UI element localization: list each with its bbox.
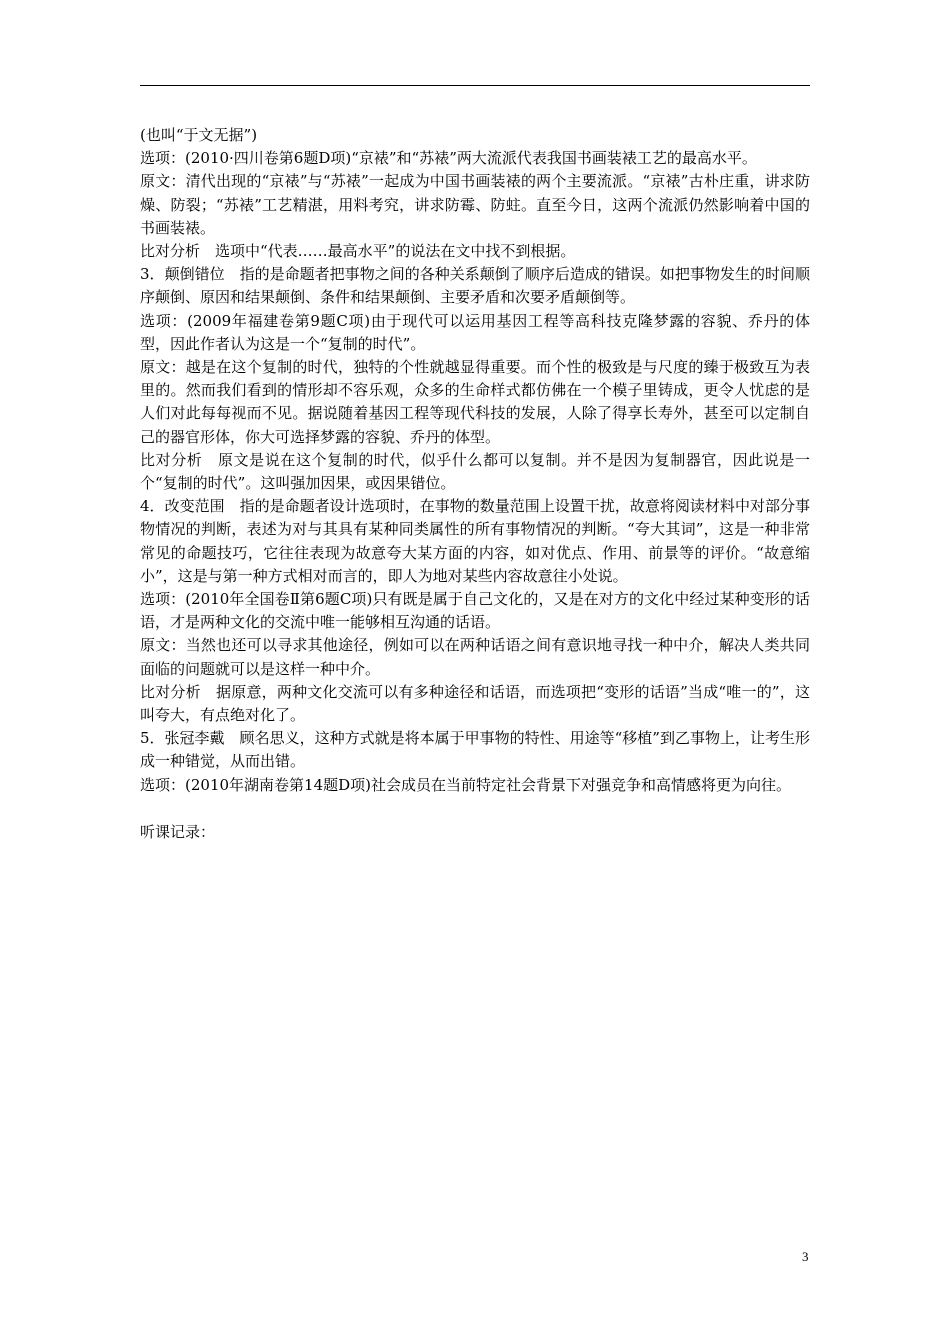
paragraph-original-national: 原文：当然也还可以寻求其他途径，例如可以在两种话语之间有意识地寻找一种中介，解决人类共同面临的问题就可以是这样一种中介。: [140, 636, 810, 678]
paragraph-original-sichuan: 原文：清代出现的“京裱”与“苏裱”一起成为中国书画装裱的两个主要流派。“京裱”古朴庄重，讲求防燥、防裂；“苏裱”工艺精湛，用料考究，讲求防霉、防蛀。直至今日，这两个流派仍然影响着中国的书画装裱。: [140, 172, 810, 237]
paragraph-analysis-national: 比对分析 据原意，两种文化交流可以有多种途径和话语，而选项把“变形的话语”当成“唯一的”，这叫夸大，有点绝对化了。: [140, 682, 810, 725]
paragraph-option-national: 选项：(2010年全国卷Ⅱ第6题C项)只有既是属于自己文化的，又是在对方的文化中经过某种变形的话语，才是两种文化的交流中唯一能够相互沟通的话语。: [140, 590, 810, 632]
paragraph-section-3: 3．颠倒错位 指的是命题者把事物之间的各种关系颠倒了顺序后造成的错误。如把事物发生的时间顺序颠倒、原因和结果颠倒、条件和结果颠倒、主要矛盾和次要矛盾颠倒等。: [140, 265, 810, 307]
paragraph-analysis-fujian: 比对分析 原文是说在这个复制的时代，似乎什么都可以复制。并不是因为复制器官，因此说是一个“复制的时代”。这叫强加因果，或因果错位。: [140, 450, 810, 493]
header-rule: [140, 85, 810, 86]
paragraph-note: (也叫“于文无据”): [140, 126, 258, 144]
paragraph-option-fujian: 选项：(2009年福建卷第9题C项)由于现代可以运用基因工程等高科技克隆梦露的容貌、乔丹的体型，因此作者认为这是一个“复制的时代”。: [140, 311, 810, 353]
document-body: [140, 124, 810, 844]
paragraph-original-fujian: 原文：越是在这个复制的时代，独特的个性就越显得重要。而个性的极致是与尺度的臻于极致互为表里的。然而我们看到的情形却不容乐观，众多的生命样式都仿佛在一个模子里铸成，更令人忧虑的是人们对此每每视而不见。据说随着基因工程等现代科技的发展，人除了得享长寿外，甚至可以定制自己的器官形体，你大可选择梦露的容貌、乔丹的体型。: [140, 358, 810, 446]
paragraph-section-4: 4．改变范围 指的是命题者设计选项时，在事物的数量范围上设置干扰，故意将阅读材料中对部分事物情况的判断，表述为对与其具有某种同类属性的所有事物情况的判断。“夸大其词”，这是一种非常常见的命题技巧，它往往表现为故意夸大某方面的内容，如对优点、作用、前景等的评价。“故意缩小”，这是与第一种方式相对而言的，即人为地对某些内容故意往小处说。: [140, 497, 810, 585]
page-number: 3: [802, 1249, 809, 1264]
paragraph-gap: [140, 797, 810, 821]
notes-label: 听课记录：: [140, 822, 216, 841]
paragraph-analysis-sichuan: 比对分析 选项中“代表……最高水平”的说法在文中找不到根据。: [140, 242, 576, 261]
paragraph-section-5: 5．张冠李戴 顾名思义，这种方式就是将本属于甲事物的特性、用途等“移植”到乙事物上，让考生形成一种错觉，从而出错。: [140, 729, 810, 771]
paragraph-option-sichuan: 选项：(2010·四川卷第6题D项)“京裱”和“苏裱”两大流派代表我国书画装裱工艺的最高水平。: [140, 149, 757, 168]
paragraph-option-hunan: 选项：(2010年湖南卷第14题D项)社会成员在当前特定社会背景下对强竞争和高情感将更为向往。: [140, 775, 791, 794]
